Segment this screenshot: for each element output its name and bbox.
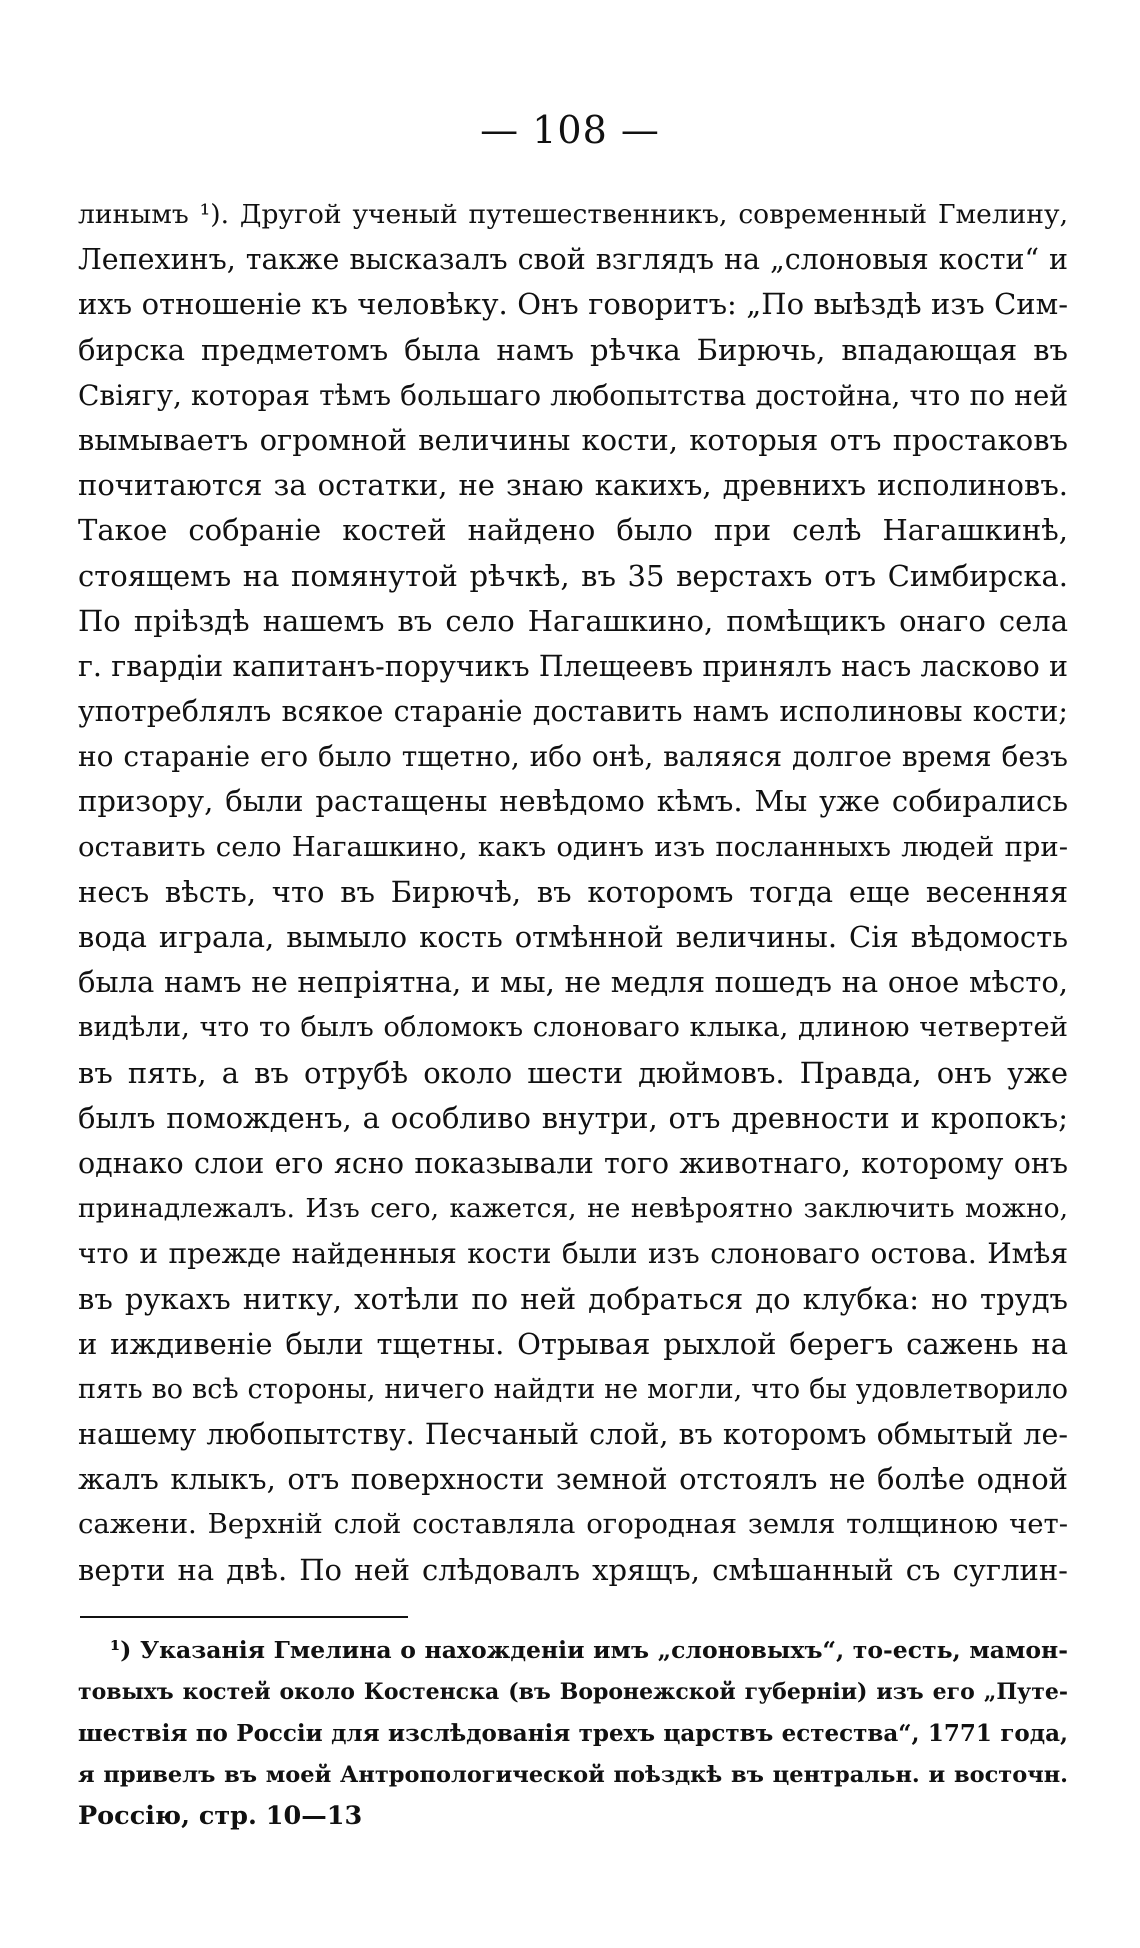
- body-line: почитаются за остатки, не знаю какихъ, древнихъ исполиновъ.: [78, 468, 1068, 503]
- body-line: что и прежде найденныя кости были изъ слоноваго остова. Имѣя: [78, 1237, 1068, 1271]
- body-line: пять во всѣ стороны, ничего найдти не могли, что бы удовлетворило: [78, 1373, 1068, 1405]
- footnote-line: товыхъ костей около Костенска (въ Воронежской губерніи) изъ его „Путе-: [78, 1678, 1068, 1705]
- body-line: видѣли, что то былъ обломокъ слоноваго клыка, длиною четвертей: [78, 1011, 1068, 1044]
- body-line: сажени. Верхній слой составляла огородная земля толщиною чет-: [78, 1508, 1068, 1541]
- body-line: однако слои его ясно показывали того животнаго, которому онъ: [78, 1146, 1068, 1180]
- body-line: Свіягу, которая тѣмъ большаго любопытства достойна, что по ней: [78, 378, 1068, 412]
- footnote-line: ¹) Указанія Гмелина о нахожденіи имъ „слоновыхъ“, то-есть, мамон-: [110, 1636, 1068, 1664]
- body-line: стоящемъ на помянутой рѣчкѣ, въ 35 верстахъ отъ Симбирска.: [78, 558, 1068, 593]
- footnote-line: я привелъ въ моей Антропологической поѣздкѣ въ центральн. и восточн.: [78, 1761, 1068, 1788]
- body-line: линымъ ¹). Другой ученый путешественникъ, современный Гмелину,: [78, 199, 1068, 230]
- body-line: въ рукахъ нитку, хотѣли по ней добраться до клубка: но трудъ: [78, 1281, 1068, 1316]
- body-line: ихъ отношеніе къ человѣку. Онъ говоритъ: „По выѣздѣ изъ Сим-: [78, 287, 1068, 322]
- body-line: но стараніе его было тщетно, ибо онѣ, валяяся долгое время безъ: [78, 740, 1068, 774]
- body-line: употреблялъ всякое стараніе доставить намъ исполиновы кости;: [78, 695, 1068, 729]
- body-line: была намъ не непріятна, и мы, не медля пошедъ на оное мѣсто,: [78, 965, 1068, 1000]
- body-line: г. гвардіи капитанъ-поручикъ Плещеевъ принялъ насъ ласково и: [78, 649, 1068, 683]
- body-line: вымываетъ огромной величины кости, которыя отъ простаковъ: [78, 422, 1068, 457]
- body-line: оставить село Нагашкино, какъ одинъ изъ посланныхъ людей при-: [78, 830, 1068, 863]
- body-line: Такое собраніе костей найдено было при селѣ Нагашкинѣ,: [78, 513, 1068, 548]
- body-line: и иждивеніе были тщетны. Отрывая рыхлой берегъ сажень на: [78, 1326, 1068, 1361]
- body-line: Лепехинъ, также высказалъ свой взглядъ на „слоновыя кости“ и: [78, 243, 1068, 277]
- body-line: въ пять, а въ отрубѣ около шести дюймовъ. Правда, онъ уже: [78, 1055, 1068, 1090]
- footnote-line: Россію, стр. 10—13: [78, 1801, 363, 1831]
- body-line: принадлежалъ. Изъ сего, кажется, не невѣроятно заключить можно,: [78, 1193, 1068, 1225]
- page-number: — 108 —: [480, 108, 660, 152]
- footnote-divider: [80, 1616, 408, 1618]
- body-text: [78, 192, 1068, 1593]
- footnote-line: шествія по Россіи для изслѣдованія трехъ царствъ естества“, 1771 года,: [78, 1720, 1068, 1747]
- body-line: жалъ клыкъ, отъ поверхности земной отстоялъ не болѣе одной: [78, 1462, 1068, 1497]
- footnote: [78, 1630, 1068, 1838]
- body-line: По пріѣздѣ нашемъ въ село Нагашкино, помѣщикъ онаго села: [78, 603, 1068, 638]
- body-line: былъ поможденъ, а особливо внутри, отъ древности и кропокъ;: [78, 1100, 1068, 1135]
- body-line: нашему любопытству. Песчаный слой, въ которомъ обмытый ле-: [78, 1418, 1068, 1452]
- body-line: призору, были растащены невѣдомо кѣмъ. Мы уже собирались: [78, 784, 1068, 819]
- body-line: верти на двѣ. По ней слѣдовалъ хрящъ, смѣшанный съ суглин-: [78, 1552, 1068, 1587]
- body-line: вода играла, вымыло кость отмѣнной величины. Сія вѣдомость: [78, 920, 1068, 954]
- body-line: бирска предметомъ была намъ рѣчка Бирючь, впадающая въ: [78, 332, 1068, 367]
- body-line: несъ вѣсть, что въ Бирючѣ, въ которомъ тогда еще весенняя: [78, 874, 1068, 909]
